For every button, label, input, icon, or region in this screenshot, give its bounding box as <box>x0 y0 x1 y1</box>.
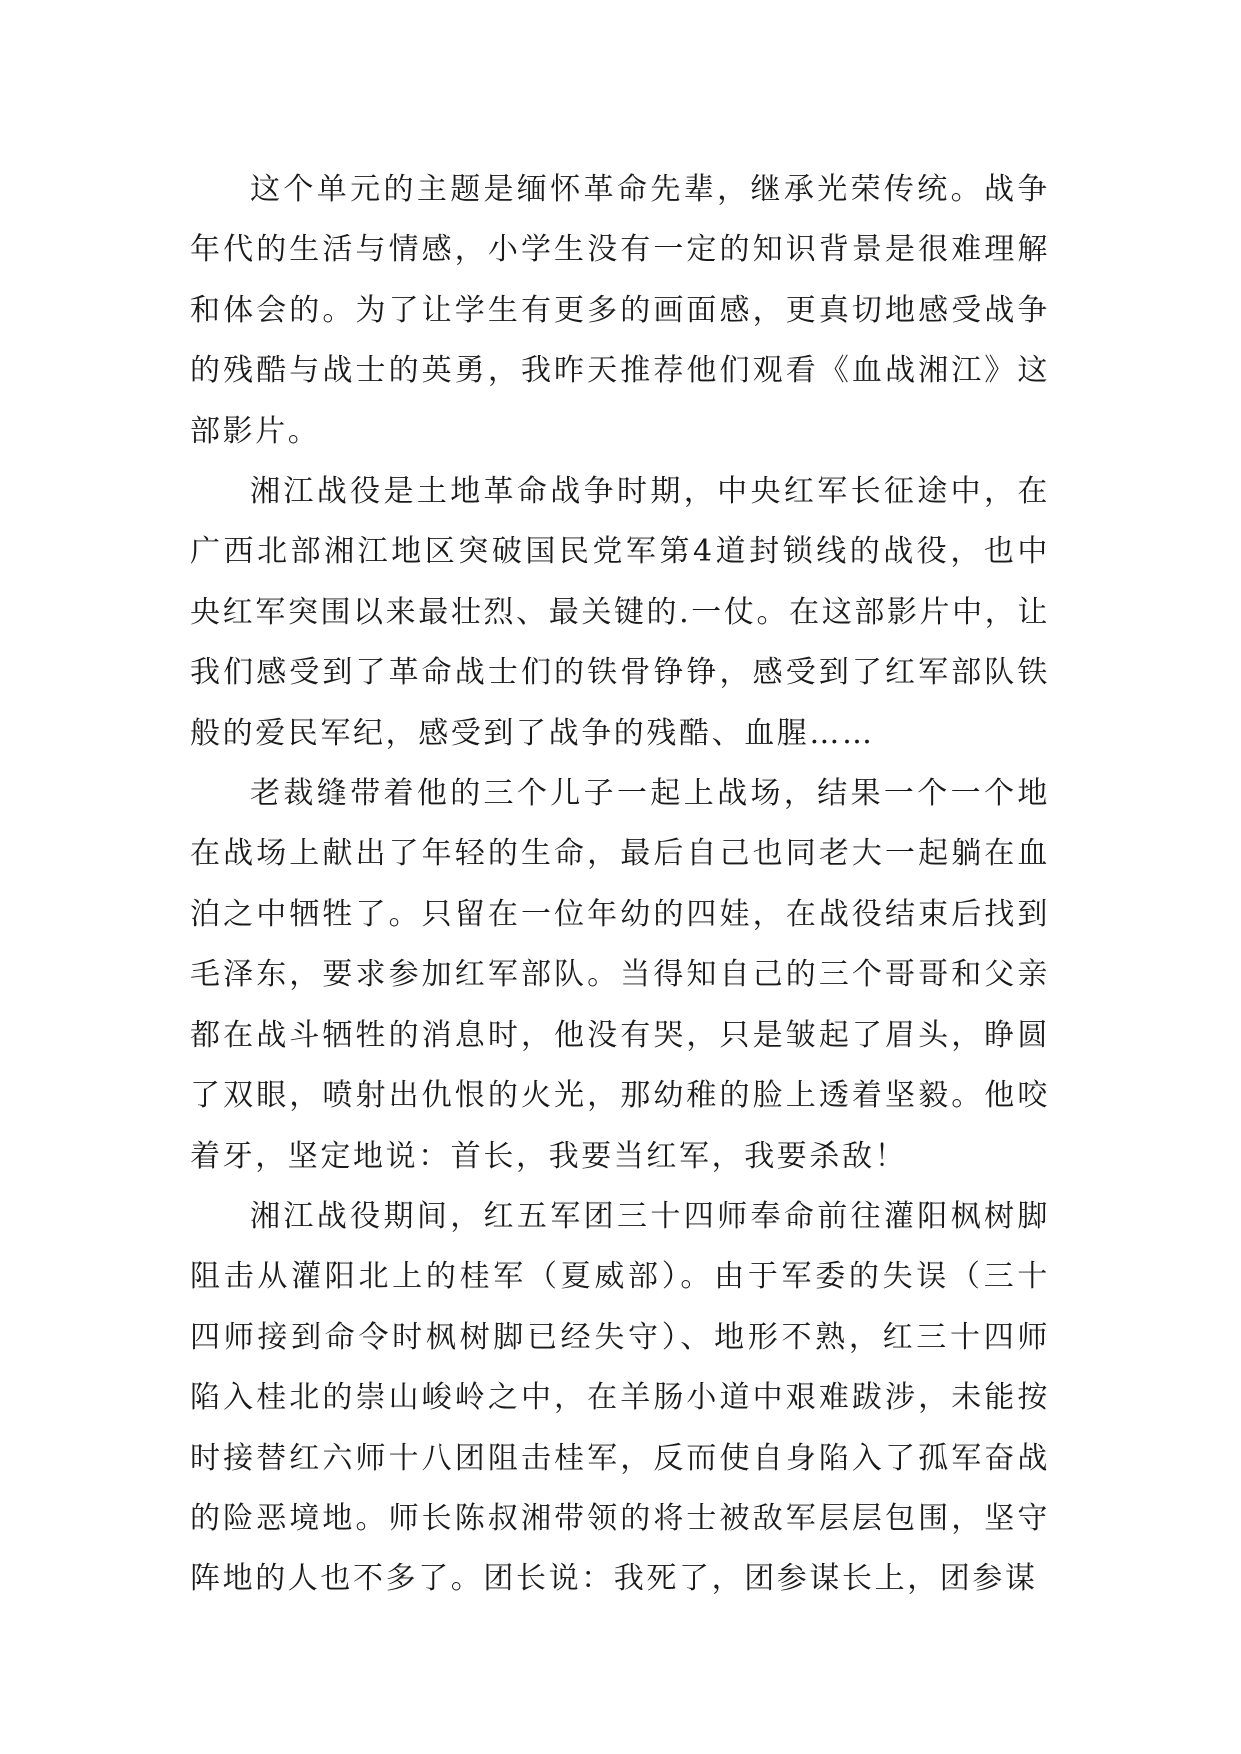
paragraph-34th-division: 湘江战役期间，红五军团三十四师奉命前往灌阳枫树脚阻击从灌阳北上的桂军（夏威部）。由于军委的失误（三十四师接到命令时枫树脚已经失守）、地形不熟，红三十四师陷入桂北的崇山峻岭之中，在羊肠小道中艰难跋涉，未能按时接替红六师十八团阻击桂军，反而使自身陷入了孤军奋战的险恶境地。师长陈叔湘带领的将士被敌军层层包围，坚守阵地的人也不多了。团长说：我死了，团参谋长上，团参谋 <box>190 1198 1050 1597</box>
paragraph-unit-theme: 这个单元的主题是缅怀革命先辈，继承光荣传统。战争年代的生活与情感，小学生没有一定的知识背景是很难理解和体会的。为了让学生有更多的画面感，更真切地感受战争的残酷与战士的英勇，我昨天推荐他们观看《血战湘江》这部影片。 <box>190 172 1050 449</box>
document-body <box>190 160 1050 1610</box>
paragraph-old-tailor: 老裁缝带着他的三个儿子一起上战场，结果一个一个地在战场上献出了年轻的生命，最后自己也同老大一起躺在血泊之中牺牲了。只留在一位年幼的四娃，在战役结束后找到毛泽东，要求参加红军部队。当得知自己的三个哥哥和父亲都在战斗牺牲的消息时，他没有哭，只是皱起了眉头，睁圆了双眼，喷射出仇恨的火光，那幼稚的脸上透着坚毅。他咬着牙，坚定地说：首长，我要当红军，我要杀敌！ <box>190 776 1050 1174</box>
paragraph-xiangjiang-battle: 湘江战役是土地革命战争时期，中央红军长征途中，在广西北部湘江地区突破国民党军第4道封锁线的战役，也中央红军突围以来最壮烈、最关键的.一仗。在这部影片中，让我们感受到了革命战士们的铁骨铮铮，感受到了红军部队铁般的爱民军纪，感受到了战争的残酷、血腥…… <box>190 474 1050 751</box>
